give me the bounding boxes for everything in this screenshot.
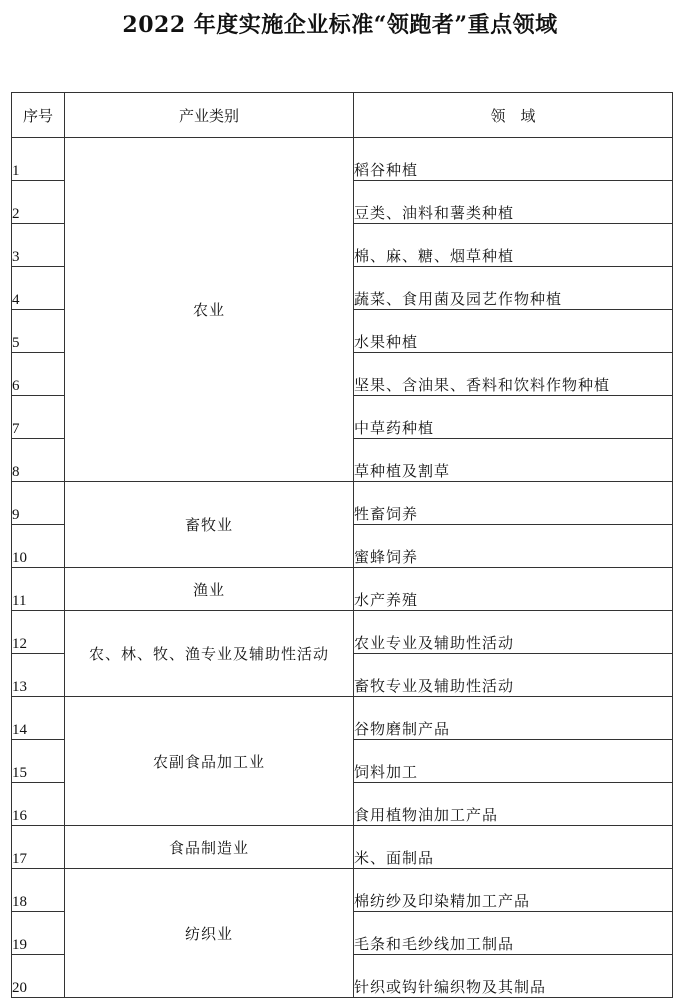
category-cell: 农副食品加工业 — [65, 697, 354, 826]
row-number: 14 — [12, 697, 65, 740]
row-number: 20 — [12, 955, 65, 998]
row-number: 9 — [12, 482, 65, 525]
category-cell: 纺织业 — [65, 869, 354, 998]
field-cell: 水产养殖 — [354, 568, 673, 611]
table-row — [12, 826, 673, 869]
field-cell: 豆类、油料和薯类种植 — [354, 181, 673, 224]
field-cell: 棉、麻、糖、烟草种植 — [354, 224, 673, 267]
category-cell: 农业 — [65, 138, 354, 482]
row-number: 10 — [12, 525, 65, 568]
category-cell: 农、林、牧、渔专业及辅助性活动 — [65, 611, 354, 697]
row-number: 18 — [12, 869, 65, 912]
field-cell: 蜜蜂饲养 — [354, 525, 673, 568]
field-cell: 中草药种植 — [354, 396, 673, 439]
field-cell: 饲料加工 — [354, 740, 673, 783]
field-cell: 草种植及割草 — [354, 439, 673, 482]
table-header-row — [12, 93, 673, 138]
header-no: 序号 — [12, 93, 65, 138]
table-row — [12, 568, 673, 611]
page-title: 2022 年度实施企业标准“领跑者”重点领域 — [122, 12, 558, 38]
header-category: 产业类别 — [65, 93, 354, 138]
field-cell: 食用植物油加工产品 — [354, 783, 673, 826]
row-number: 3 — [12, 224, 65, 267]
field-cell: 畜牧专业及辅助性活动 — [354, 654, 673, 697]
row-number: 13 — [12, 654, 65, 697]
field-cell: 坚果、含油果、香料和饮料作物种植 — [354, 353, 673, 396]
category-cell: 食品制造业 — [65, 826, 354, 869]
row-number: 19 — [12, 912, 65, 955]
table-row — [12, 869, 673, 912]
row-number: 12 — [12, 611, 65, 654]
table-row — [12, 482, 673, 525]
row-number: 6 — [12, 353, 65, 396]
category-cell: 畜牧业 — [65, 482, 354, 568]
row-number: 11 — [12, 568, 65, 611]
standards-table — [11, 92, 673, 998]
header-field: 领 域 — [354, 93, 673, 138]
field-cell: 米、面制品 — [354, 826, 673, 869]
field-cell: 毛条和毛纱线加工制品 — [354, 912, 673, 955]
row-number: 7 — [12, 396, 65, 439]
field-cell: 蔬菜、食用菌及园艺作物种植 — [354, 267, 673, 310]
category-cell: 渔业 — [65, 568, 354, 611]
row-number: 15 — [12, 740, 65, 783]
row-number: 16 — [12, 783, 65, 826]
field-cell: 棉纺纱及印染精加工产品 — [354, 869, 673, 912]
field-cell: 农业专业及辅助性活动 — [354, 611, 673, 654]
field-cell: 谷物磨制产品 — [354, 697, 673, 740]
field-cell: 稻谷种植 — [354, 138, 673, 181]
field-cell: 针织或钩针编织物及其制品 — [354, 955, 673, 998]
table-row — [12, 697, 673, 740]
row-number: 1 — [12, 138, 65, 181]
row-number: 8 — [12, 439, 65, 482]
field-cell: 牲畜饲养 — [354, 482, 673, 525]
row-number: 4 — [12, 267, 65, 310]
table-row — [12, 611, 673, 654]
row-number: 17 — [12, 826, 65, 869]
field-cell: 水果种植 — [354, 310, 673, 353]
row-number: 5 — [12, 310, 65, 353]
table-row — [12, 138, 673, 181]
row-number: 2 — [12, 181, 65, 224]
